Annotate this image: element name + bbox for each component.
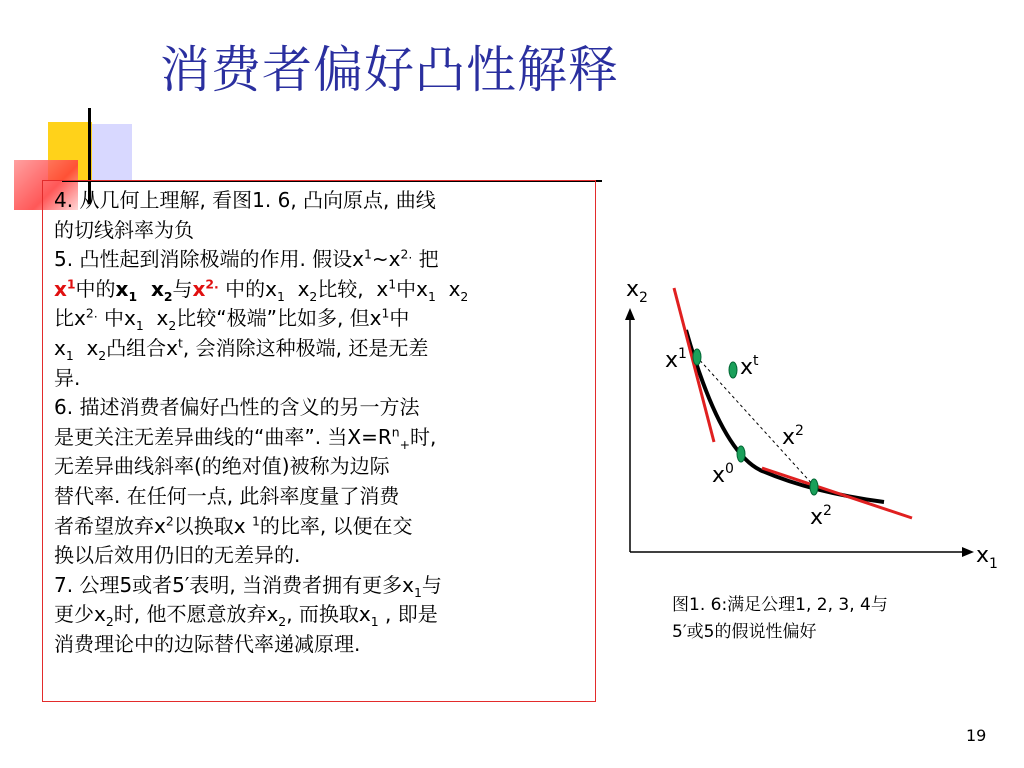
text-line: 6. 描述消费者偏好凸性的含义的另一方法 (54, 395, 420, 420)
text-line: 的切线斜率为负 (54, 217, 194, 242)
point-x0 (737, 446, 745, 462)
label-x2-lower: $x^2$ (810, 503, 832, 530)
text-line: 替代率. 在任何一点, 此斜率度量了消费 (54, 483, 400, 508)
text-line: 无差异曲线斜率(的绝对值)被称为边际 (54, 454, 390, 479)
axis-label-x1: $x_1$ (976, 543, 998, 572)
text-line: $x^1$中的$x_1$ $x_2$与$x^{2.}$ 中的$x_1$ $x_2$比较, $x^1$中$x_1$ $x_2$ (54, 276, 469, 304)
text-line: 比$x^{2.}$ 中$x_1$ $x_2$比较“极端”比如多, 但$x^1$中 (54, 305, 410, 334)
label-x2-upper: $x^2$ (782, 423, 804, 450)
caption-line-1: 图1. 6:满足公理1, 2, 3, 4与 (672, 595, 888, 615)
label-x1: $x^1$ (665, 346, 687, 373)
y-axis-arrow (625, 308, 635, 320)
text-line: 4. 从几何上理解, 看图1. 6, 凸向原点, 曲线 (54, 188, 436, 212)
text-line: 异. (54, 365, 81, 390)
label-x0: $x^0$ (712, 461, 734, 488)
point-xt (729, 362, 737, 378)
label-xt: $x^t$ (740, 353, 759, 380)
caption-line-2: 5′或5的假说性偏好 (672, 622, 817, 642)
text-line: 7. 公理5或者5′表明, 当消费者拥有更多$x_1$与 (54, 572, 442, 600)
slide-title: 消费者偏好凸性解释 (160, 41, 619, 99)
figure-caption (672, 592, 888, 646)
text-line: 消费理论中的边际替代率递减原理. (54, 631, 361, 656)
point-x2 (810, 479, 818, 495)
text-line: 更少$x_2$时, 他不愿意放弃$x_2$, 而换取$x_1$ , 即是 (54, 602, 438, 630)
text-line: 是更关注无差异曲线的“曲率”. 当$X=R^n_+$时, (54, 424, 437, 452)
tangent-line-lower (762, 468, 912, 518)
text-line: 5. 凸性起到消除极端的作用. 假设$x^1\sim x^{2.}$ 把 (54, 246, 439, 272)
text-line: $x_1$ $x_2$凸组合$x^t$, 会消除这种极端, 还是无差 (54, 335, 429, 363)
x-axis-arrow (962, 547, 974, 557)
point-x1 (693, 349, 701, 365)
text-line: 者希望放弃$x^2$以换取x $^1$的比率, 以便在交 (54, 512, 413, 538)
tangent-line-upper (674, 288, 714, 442)
text-line: 换以后效用仍旧的无差异的. (54, 543, 301, 568)
axis-label-x2: $x_2$ (626, 277, 648, 306)
page-number: 19 (966, 726, 987, 745)
